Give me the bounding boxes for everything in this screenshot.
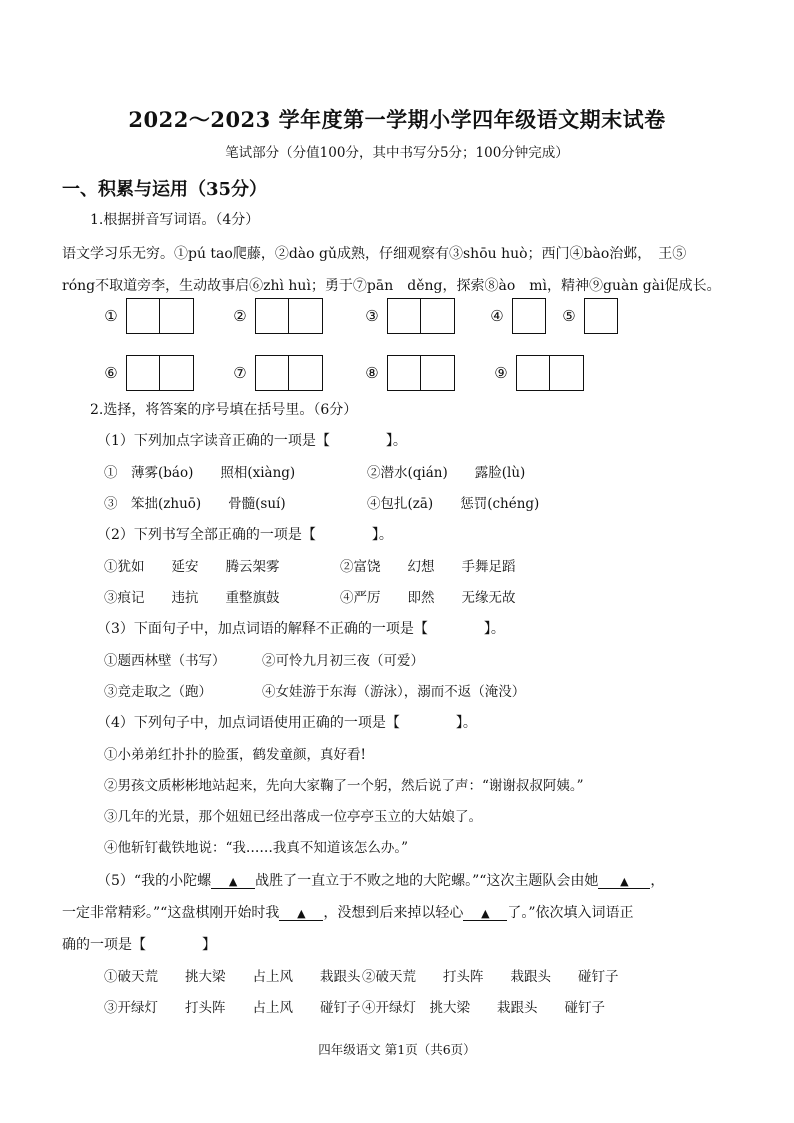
q2-1-option-3-4a: ③ 笨拙(zhuō) 骨髓(suí) <box>104 496 286 512</box>
q2-4-option-1: ①小弟弟红扑扑的脸蛋，鹤发童颜，真好看! <box>104 747 366 763</box>
page-footer: 四年级语文 第1页（共6页） <box>318 1042 476 1057</box>
q2-4-prompt: （4）下列句子中，加点词语使用正确的一项是【 】。 <box>97 715 477 731</box>
writing-box[interactable] <box>387 298 421 334</box>
writing-box[interactable] <box>421 355 455 391</box>
q2-5-text: ，没想到后来掉以轻心 <box>323 905 464 921</box>
writing-box[interactable] <box>160 298 194 334</box>
answer-label: ⑧ <box>365 364 379 382</box>
writing-box[interactable] <box>255 355 289 391</box>
q2-1-option-3-4b: ④包扎(zā) 惩罚(chéng) <box>367 496 540 512</box>
q1-text-line-1: 语文学习乐无穷。①pú tao爬藤，②dào gǔ成熟，仔细观察有③shōu huò；西门④bào治邺， 王⑤ <box>62 246 687 262</box>
writing-box[interactable] <box>126 298 160 334</box>
q2-3-option-2: ②可怜九月初三夜（可爱） <box>262 653 424 669</box>
q2-4-option-2: ②男孩文质彬彬地站起来，先向大家鞠了一个躬，然后说了声：“谢谢叔叔阿姨。” <box>104 778 584 794</box>
answer-box-group-4 <box>488 298 546 334</box>
q2-5-text: ， <box>650 873 665 889</box>
q2-5-text: 战胜了一直立于不败之地的大陀螺。”“这次主题队会由她 <box>255 873 599 889</box>
answer-label: ⑦ <box>233 364 247 382</box>
writing-box[interactable] <box>387 355 421 391</box>
answer-box-group-6 <box>102 355 194 391</box>
q2-3-option-4: ④女娃游于东海（游泳），溺而不返（淹没） <box>262 684 526 700</box>
answer-box-group-8 <box>363 355 455 391</box>
writing-box[interactable] <box>289 355 323 391</box>
answer-box-group-5 <box>560 298 618 334</box>
answer-box-group-2 <box>231 298 323 334</box>
q2-5-prompt-line-2 <box>62 902 634 922</box>
fill-blank[interactable]: ▲ <box>598 875 650 889</box>
q2-5-option-2: ②破天荒 打头阵 栽跟头 碰钉子 <box>362 969 619 985</box>
writing-box[interactable] <box>512 298 546 334</box>
writing-box[interactable] <box>516 355 550 391</box>
answer-label: ⑨ <box>494 364 508 382</box>
fill-blank[interactable]: ▲ <box>279 907 323 921</box>
writing-box[interactable] <box>584 298 618 334</box>
fill-blank[interactable]: ▲ <box>211 875 255 889</box>
q2-3-option-1: ①题西林壁（书写） <box>104 653 226 669</box>
q2-5-text: 了。”依次填入词语正 <box>507 905 634 921</box>
answer-box-group-7 <box>231 355 323 391</box>
q2-2-option-4: ④严厉 即然 无缘无故 <box>340 590 516 606</box>
q2-2-option-1: ①犹如 延安 腾云架雾 <box>104 559 280 575</box>
answer-label: ⑥ <box>104 364 118 382</box>
q2-4-option-3: ③几年的光景，那个妞妞已经出落成一位亭亭玉立的大姑娘了。 <box>104 809 482 825</box>
writing-box[interactable] <box>421 298 455 334</box>
writing-box[interactable] <box>550 355 584 391</box>
writing-box[interactable] <box>126 355 160 391</box>
q2-2-option-2: ②富饶 幻想 手舞足蹈 <box>340 559 516 575</box>
answer-box-group-3 <box>363 298 455 334</box>
answer-label: ⑤ <box>562 307 576 325</box>
q1-heading: 1.根据拼音写词语。（4分） <box>90 212 260 228</box>
q2-5-prompt-line-1 <box>97 870 664 890</box>
answer-label: ④ <box>490 307 504 325</box>
q2-3-prompt: （3）下面句子中，加点词语的解释不正确的一项是【 】。 <box>97 621 505 637</box>
q2-5-text: （5）“我的小陀螺 <box>97 873 212 889</box>
q2-2-option-3: ③痕记 违抗 重整旗鼓 <box>104 590 280 606</box>
q1-text-line-2: róng不取道旁李，生动故事启⑥zhì huì；勇于⑦pān děng，探索⑧ào mì，精神⑨guàn gài促成长。 <box>62 278 721 294</box>
q2-5-option-3: ③开绿灯 打头阵 占上风 碰钉子 <box>104 1000 361 1016</box>
q2-5-option-4: ④开绿灯 挑大梁 栽跟头 碰钉子 <box>362 1000 605 1016</box>
q2-2-prompt: （2）下列书写全部正确的一项是【 】。 <box>97 527 393 543</box>
fill-blank[interactable]: ▲ <box>463 907 507 921</box>
q2-1-option-1-2b: ②潜水(qián) 露脸(lù) <box>367 465 526 481</box>
writing-box[interactable] <box>255 298 289 334</box>
q2-heading: 2.选择，将答案的序号填在括号里。（6分） <box>90 402 358 418</box>
q2-4-option-4: ④他斩钉截铁地说：“我……我真不知道该怎么办。” <box>104 840 409 856</box>
q2-3-option-3: ③竞走取之（跑） <box>104 684 212 700</box>
q2-5-prompt-line-3: 确的一项是【 】 <box>62 937 216 953</box>
q2-1-option-1-2a: ① 薄雾(báo) 照相(xiàng) <box>104 465 296 481</box>
writing-box[interactable] <box>289 298 323 334</box>
answer-label: ② <box>233 307 247 325</box>
exam-subtitle: 笔试部分（分值100分，其中书写分5分；100分钟完成） <box>225 145 569 161</box>
answer-label: ③ <box>365 307 379 325</box>
answer-label: ① <box>104 307 118 325</box>
exam-title: 2022～2023 学年度第一学期小学四年级语文期末试卷 <box>128 107 666 132</box>
q2-5-option-1: ①破天荒 挑大梁 占上风 栽跟头 <box>104 969 361 985</box>
q2-5-text: 一定非常精彩。”“这盘棋刚开始时我 <box>62 905 280 921</box>
section-heading-1: 一、积累与运用（35分） <box>62 179 268 200</box>
writing-box[interactable] <box>160 355 194 391</box>
answer-box-group-9 <box>492 355 584 391</box>
q2-1-prompt: （1）下列加点字读音正确的一项是【 】。 <box>97 433 407 449</box>
answer-box-group-1 <box>102 298 194 334</box>
